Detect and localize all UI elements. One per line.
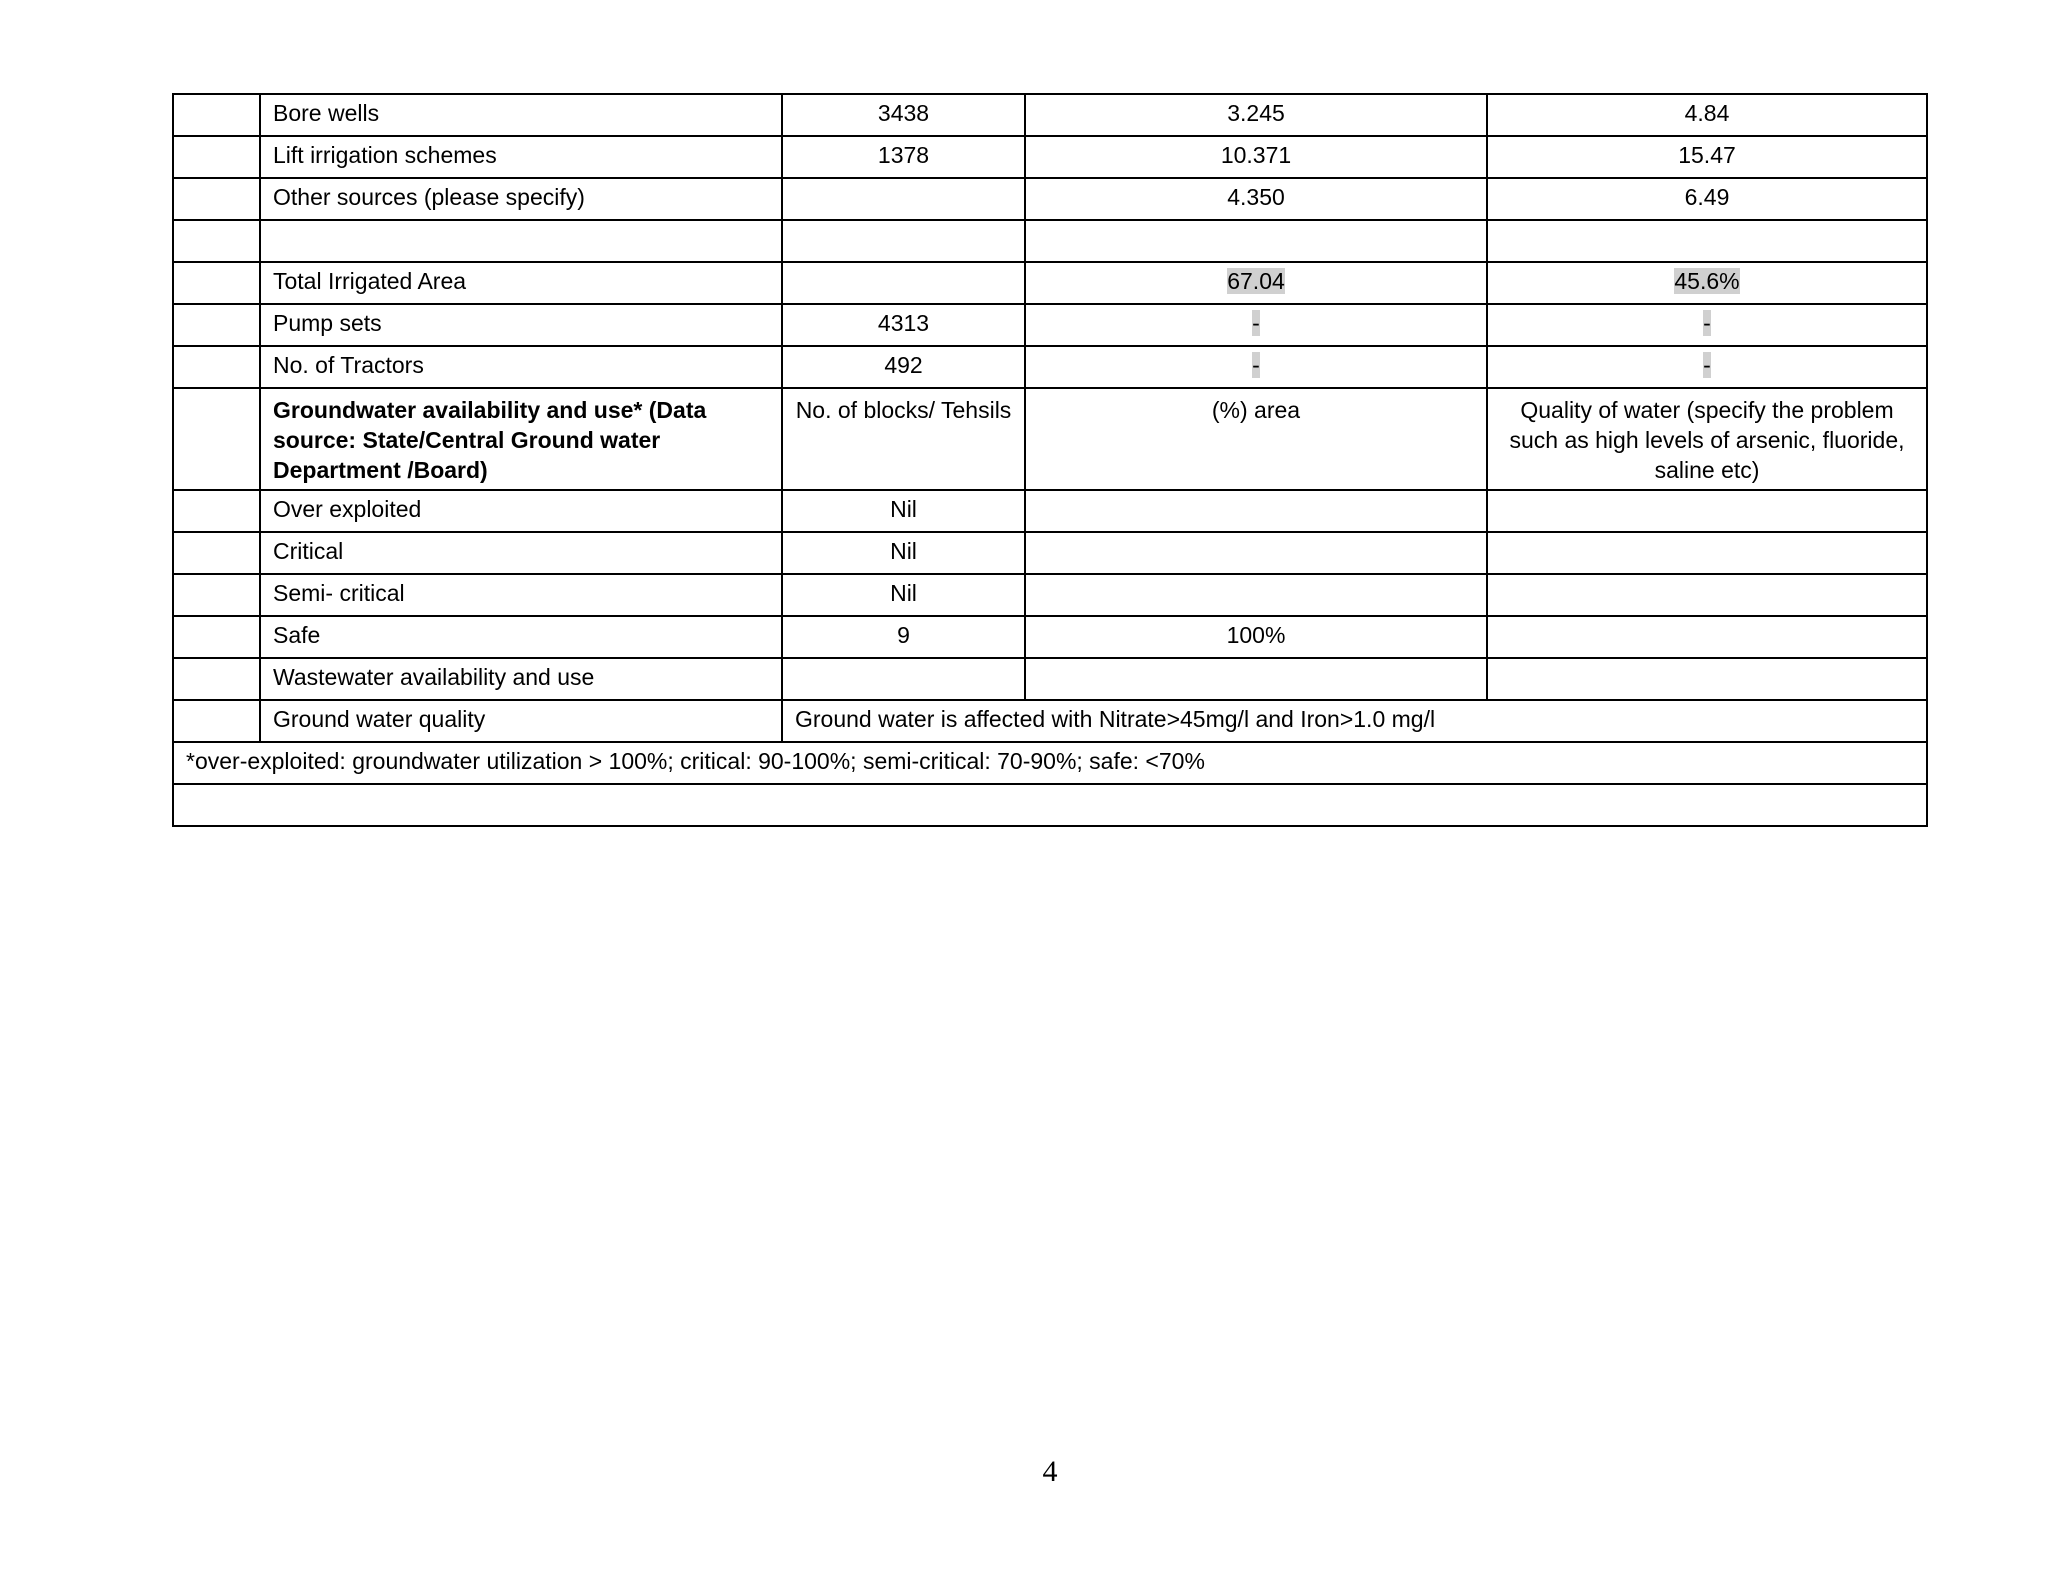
table-row bbox=[173, 616, 1927, 658]
percent-cell: 6.49 bbox=[1487, 178, 1927, 220]
index-cell bbox=[173, 220, 260, 262]
percent-cell bbox=[1487, 220, 1927, 262]
row-label: Critical bbox=[260, 532, 782, 574]
table-row bbox=[173, 346, 1927, 388]
quality-header: Quality of water (specify the problem such as high levels of arsenic, fluoride, saline etc) bbox=[1487, 388, 1927, 490]
highlighted-value: - bbox=[1252, 310, 1260, 336]
quality-cell bbox=[1487, 574, 1927, 616]
index-cell bbox=[173, 178, 260, 220]
index-cell bbox=[173, 490, 260, 532]
row-label: Wastewater availability and use bbox=[260, 658, 782, 700]
blocks-cell: Nil bbox=[782, 532, 1025, 574]
index-cell bbox=[173, 658, 260, 700]
area-cell: 10.371 bbox=[1025, 136, 1487, 178]
number-cell: 1378 bbox=[782, 136, 1025, 178]
table-row bbox=[173, 94, 1927, 136]
percent-cell bbox=[1487, 346, 1927, 388]
row-label: Over exploited bbox=[260, 490, 782, 532]
row-label: No. of Tractors bbox=[260, 346, 782, 388]
area-header: (%) area bbox=[1025, 388, 1487, 490]
number-cell: 492 bbox=[782, 346, 1025, 388]
blocks-cell bbox=[782, 658, 1025, 700]
index-cell bbox=[173, 388, 260, 490]
groundwater-header-row bbox=[173, 388, 1927, 490]
highlighted-value: 67.04 bbox=[1227, 268, 1285, 294]
index-cell bbox=[173, 262, 260, 304]
highlighted-value: - bbox=[1703, 310, 1711, 336]
row-label: Safe bbox=[260, 616, 782, 658]
number-cell bbox=[782, 220, 1025, 262]
index-cell bbox=[173, 94, 260, 136]
row-label: Other sources (please specify) bbox=[260, 178, 782, 220]
table-row bbox=[173, 532, 1927, 574]
highlighted-value: - bbox=[1703, 352, 1711, 378]
number-cell bbox=[782, 262, 1025, 304]
percent-cell: 15.47 bbox=[1487, 136, 1927, 178]
index-cell bbox=[173, 574, 260, 616]
quality-cell bbox=[1487, 490, 1927, 532]
ground-water-quality-row bbox=[173, 700, 1927, 742]
area-cell bbox=[1025, 220, 1487, 262]
blocks-header: No. of blocks/ Tehsils bbox=[782, 388, 1025, 490]
area-cell bbox=[1025, 490, 1487, 532]
ground-water-quality-value: Ground water is affected with Nitrate>45mg/l and Iron>1.0 mg/l bbox=[782, 700, 1927, 742]
table-row bbox=[173, 136, 1927, 178]
row-label: Semi- critical bbox=[260, 574, 782, 616]
area-cell bbox=[1025, 346, 1487, 388]
table-row bbox=[173, 574, 1927, 616]
page-number: 4 bbox=[1042, 1455, 1058, 1488]
area-cell bbox=[1025, 262, 1487, 304]
row-label: Total Irrigated Area bbox=[260, 262, 782, 304]
quality-cell bbox=[1487, 658, 1927, 700]
percent-cell: 4.84 bbox=[1487, 94, 1927, 136]
index-cell bbox=[173, 346, 260, 388]
row-label: Ground water quality bbox=[260, 700, 782, 742]
empty-row bbox=[173, 784, 1927, 826]
index-cell bbox=[173, 136, 260, 178]
percent-cell bbox=[1487, 262, 1927, 304]
percent-cell bbox=[1487, 304, 1927, 346]
footnote: *over-exploited: groundwater utilization > 100%; critical: 90-100%; semi-critical: 70-90%; safe: <70% bbox=[173, 742, 1927, 784]
table-row bbox=[173, 178, 1927, 220]
empty-cell bbox=[173, 784, 1927, 826]
row-label: Bore wells bbox=[260, 94, 782, 136]
footnote-row bbox=[173, 742, 1927, 784]
area-cell bbox=[1025, 658, 1487, 700]
blocks-cell: Nil bbox=[782, 574, 1025, 616]
area-cell bbox=[1025, 574, 1487, 616]
blocks-cell: Nil bbox=[782, 490, 1025, 532]
area-cell: 4.350 bbox=[1025, 178, 1487, 220]
quality-cell bbox=[1487, 532, 1927, 574]
row-label: Pump sets bbox=[260, 304, 782, 346]
highlighted-value: 45.6% bbox=[1674, 268, 1740, 294]
blocks-cell: 9 bbox=[782, 616, 1025, 658]
table-row bbox=[173, 658, 1927, 700]
empty-row bbox=[173, 220, 1927, 262]
number-cell bbox=[782, 178, 1025, 220]
table-row bbox=[173, 304, 1927, 346]
area-cell bbox=[1025, 532, 1487, 574]
index-cell bbox=[173, 700, 260, 742]
area-cell bbox=[1025, 304, 1487, 346]
area-cell: 3.245 bbox=[1025, 94, 1487, 136]
number-cell: 4313 bbox=[782, 304, 1025, 346]
index-cell bbox=[173, 616, 260, 658]
table-row bbox=[173, 490, 1927, 532]
irrigation-groundwater-table bbox=[172, 93, 1928, 827]
row-label bbox=[260, 220, 782, 262]
quality-cell bbox=[1487, 616, 1927, 658]
index-cell bbox=[173, 304, 260, 346]
index-cell bbox=[173, 532, 260, 574]
row-label: Lift irrigation schemes bbox=[260, 136, 782, 178]
highlighted-value: - bbox=[1252, 352, 1260, 378]
area-cell: 100% bbox=[1025, 616, 1487, 658]
table-row bbox=[173, 262, 1927, 304]
number-cell: 3438 bbox=[782, 94, 1025, 136]
groundwater-header-label: Groundwater availability and use* (Data source: State/Central Ground water Department /Board) bbox=[260, 388, 782, 490]
